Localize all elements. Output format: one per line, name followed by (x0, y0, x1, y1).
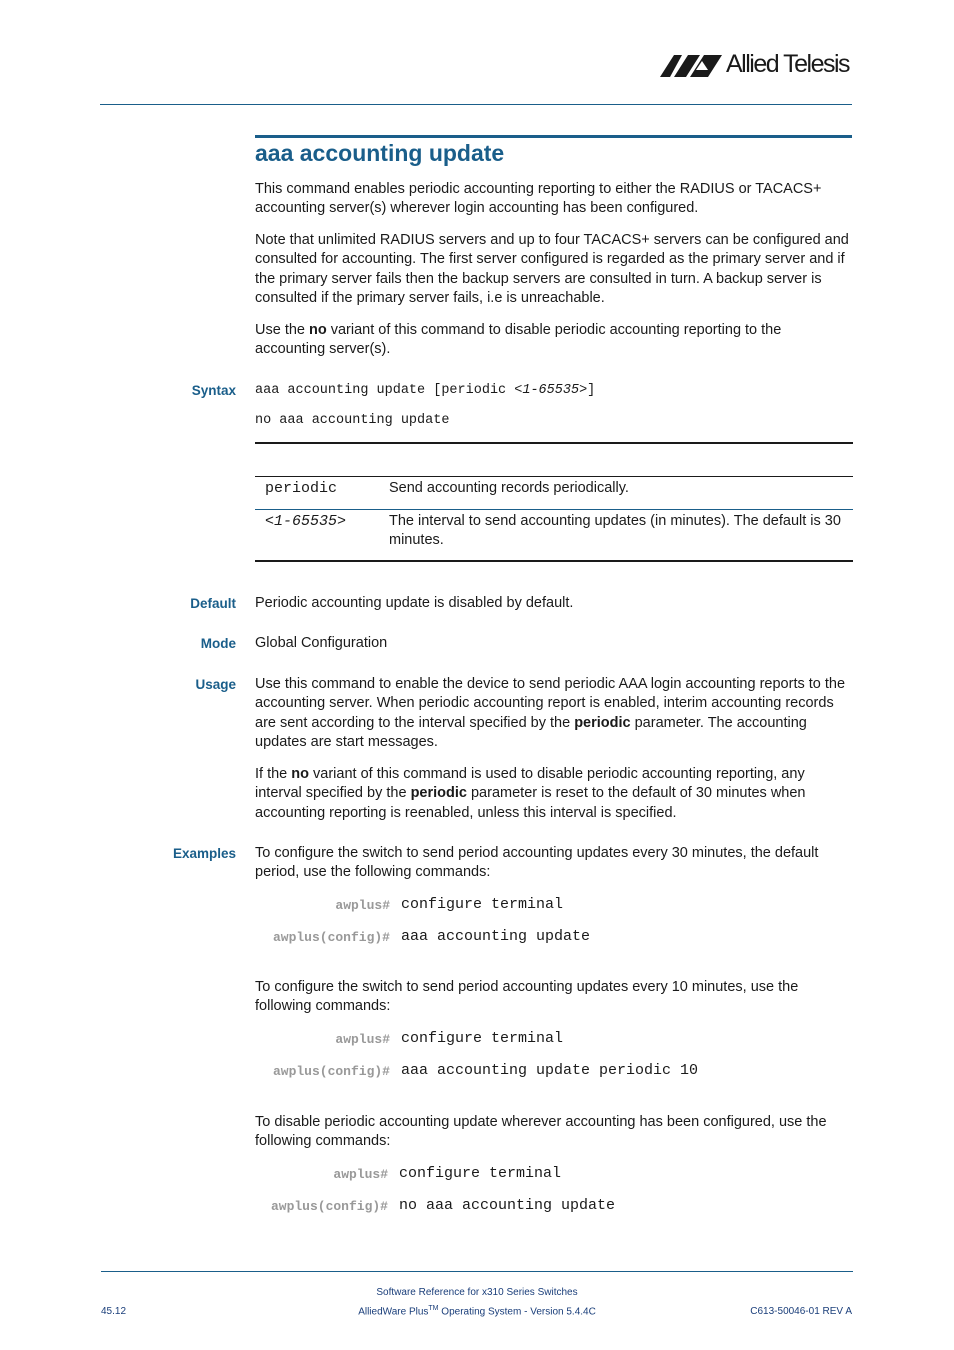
intro-paragraph-1: This command enables periodic accounting reporting to either the RADIUS or TACACS+ accounting server(s) wherever login accounting has been configured. (255, 181, 822, 217)
syntax-line-2: no aaa accounting update (255, 413, 450, 428)
param-table-header-rule (255, 476, 853, 477)
example-1-prompt-2: awplus(config)# (272, 930, 390, 945)
footer-rule (101, 1271, 853, 1272)
footer-page-number: 45.12 (101, 1306, 127, 1317)
example-3-command-2: no aaa accounting update (399, 1197, 616, 1214)
usage-paragraph-2: If the no variant of this command is used to disable periodic accounting reporting, any interval specified by the periodic parameter is reset to the default of 30 minutes when accounting reporting is reenabled, unless this interval is specified. (255, 766, 806, 821)
title-rule (255, 135, 852, 138)
example-2-command-2: aaa accounting update periodic 10 (401, 1062, 699, 1079)
param-name-interval: <1-65535> (265, 513, 347, 530)
param-desc-interval: The interval to send accounting updates (in minutes). The default is 30 minutes. (389, 513, 841, 549)
intro-paragraph-3: Use the no variant of this command to disable periodic accounting reporting to the accounting server(s). (255, 322, 782, 358)
example-2-intro: To configure the switch to send period accounting updates every 10 minutes, use the following commands: (255, 979, 799, 1015)
default-text: Periodic accounting update is disabled by default. (255, 595, 574, 611)
footer-document-id: C613-50046-01 REV A (750, 1306, 852, 1317)
example-2-command-1: configure terminal (401, 1030, 564, 1047)
brand-name: Allied Telesis (726, 50, 850, 78)
example-1-intro: To configure the switch to send period accounting updates every 30 minutes, the default period, use the following commands: (255, 845, 819, 881)
usage-label: Usage (195, 677, 236, 692)
examples-label: Examples (172, 846, 236, 861)
param-table-top-rule (255, 442, 853, 444)
mode-text: Global Configuration (255, 635, 388, 651)
usage-paragraph-1: Use this command to enable the device to send periodic AAA login accounting reports to the accounting server. When periodic accounting report is enabled, interim accounting records are sent according to the interval specified by the periodic parameter. The accounting updates are start messages. (255, 676, 846, 751)
brand-logo (660, 50, 855, 80)
example-3-prompt-1: awplus# (333, 1167, 388, 1182)
param-table-row-rule (255, 509, 853, 510)
example-2-prompt-2: awplus(config)# (272, 1064, 390, 1079)
example-1-prompt-1: awplus# (335, 898, 390, 913)
param-name-periodic: periodic (265, 480, 338, 497)
syntax-label: Syntax (191, 383, 236, 398)
default-label: Default (190, 596, 236, 611)
intro-paragraph-2: Note that unlimited RADIUS servers and up to four TACACS+ servers can be configured and consulted for accounting. The first server configured is regarded as the primary server and if the primary server fails then the backup servers are consulted in turn. A backup server is consulted if the primary server fails, i.e is unreachable. (255, 232, 849, 307)
example-1-command-2: aaa accounting update (401, 928, 591, 945)
example-2-prompt-1: awplus# (335, 1032, 390, 1047)
footer-line-1: Software Reference for x310 Series Switches (376, 1287, 578, 1298)
example-1-command-1: configure terminal (401, 896, 564, 913)
example-3-intro: To disable periodic accounting update wherever accounting has been configured, use the following commands: (255, 1114, 827, 1150)
footer-line-2: AlliedWare Plus™ Operating System - Version 5.4.4C (358, 1305, 596, 1318)
param-desc-periodic: Send accounting records periodically. (389, 480, 629, 496)
page-title: aaa accounting update (255, 140, 505, 166)
mode-label: Mode (200, 636, 236, 651)
example-3-prompt-2: awplus(config)# (270, 1199, 388, 1214)
param-table-bottom-rule (255, 560, 853, 562)
allied-telesis-logo-icon (660, 53, 726, 79)
header-rule (100, 104, 852, 105)
example-3-command-1: configure terminal (399, 1165, 562, 1182)
syntax-line-1: aaa accounting update [periodic <1-65535>] (255, 383, 596, 398)
